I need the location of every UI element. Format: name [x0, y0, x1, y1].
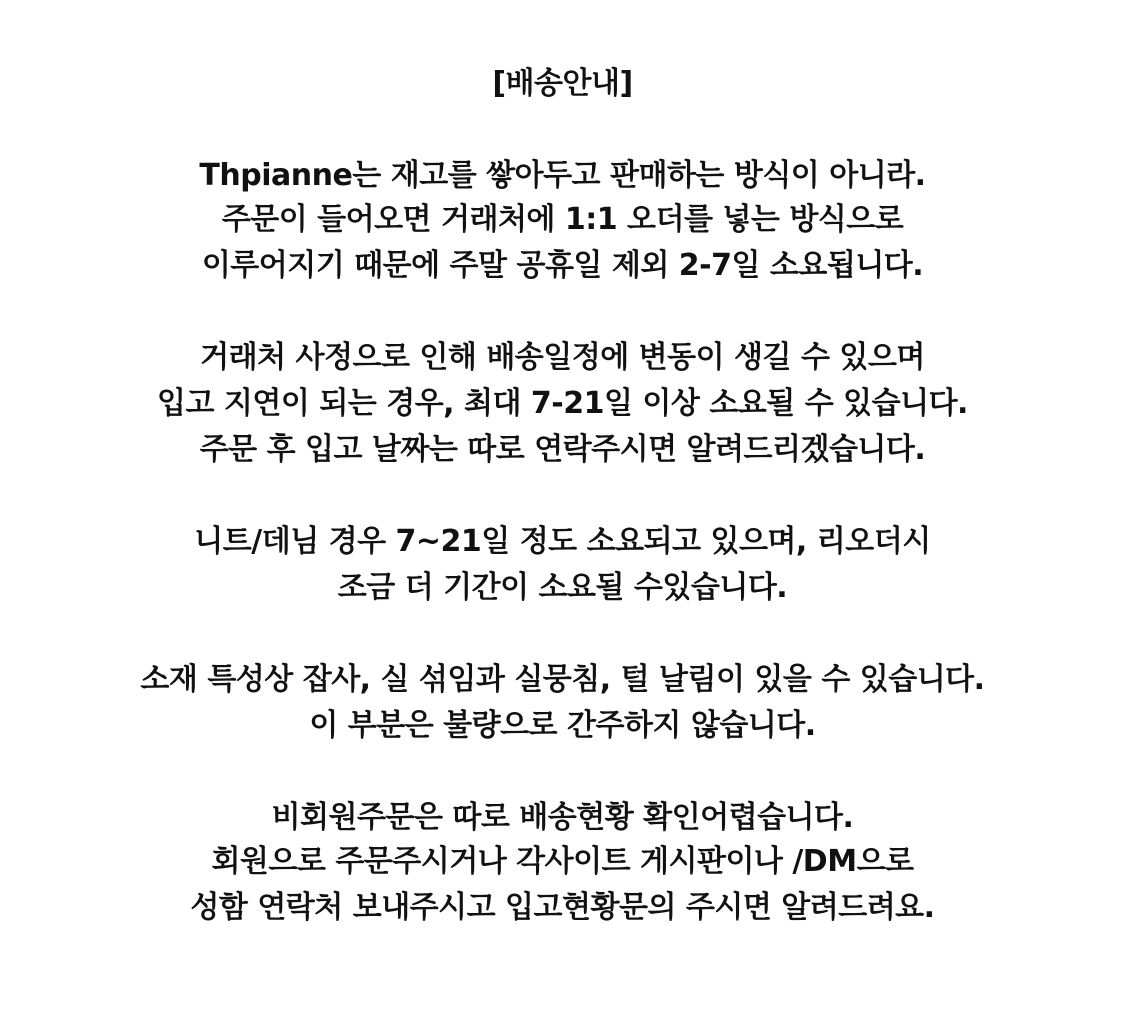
- delay-line-1: 거래처 사정으로 인해 배송일정에 변동이 생길 수 있으며: [200, 340, 925, 375]
- delay-line-2: 입고 지연이 되는 경우, 최대 7-21일 이상 소요될 수 있습니다.: [157, 386, 968, 421]
- guest-line-2: 회원으로 주문주시거나 각사이트 게시판이나 /DM으로: [211, 844, 914, 879]
- guest-line-3: 성함 연락처 보내주시고 입고현황문의 주시면 알려드려요.: [190, 890, 935, 925]
- intro-line-1: Thpianne는 재고를 쌓아두고 판매하는 방식이 아니라.: [199, 158, 926, 193]
- guest-line-1: 비회원주문은 따로 배송현황 확인어렵습니다.: [271, 800, 854, 835]
- notice-title: [배송안내]: [492, 66, 633, 101]
- knit-line-1: 니트/데님 경우 7~21일 정도 소요되고 있으며, 리오더시: [194, 524, 931, 559]
- material-line-1: 소재 특성상 잡사, 실 섞임과 실뭉침, 털 날림이 있을 수 있습니다.: [140, 662, 985, 697]
- intro-line-3: 이루어지기 때문에 주말 공휴일 제외 2-7일 소요됩니다.: [201, 248, 924, 283]
- material-line-2: 이 부분은 불량으로 간주하지 않습니다.: [309, 708, 816, 743]
- intro-line-2: 주문이 들어오면 거래처에 1:1 오더를 넣는 방식으로: [221, 202, 904, 237]
- delay-line-3: 주문 후 입고 날짜는 따로 연락주시면 알려드리겠습니다.: [199, 432, 926, 467]
- knit-line-2: 조금 더 기간이 소요될 수있습니다.: [337, 570, 788, 605]
